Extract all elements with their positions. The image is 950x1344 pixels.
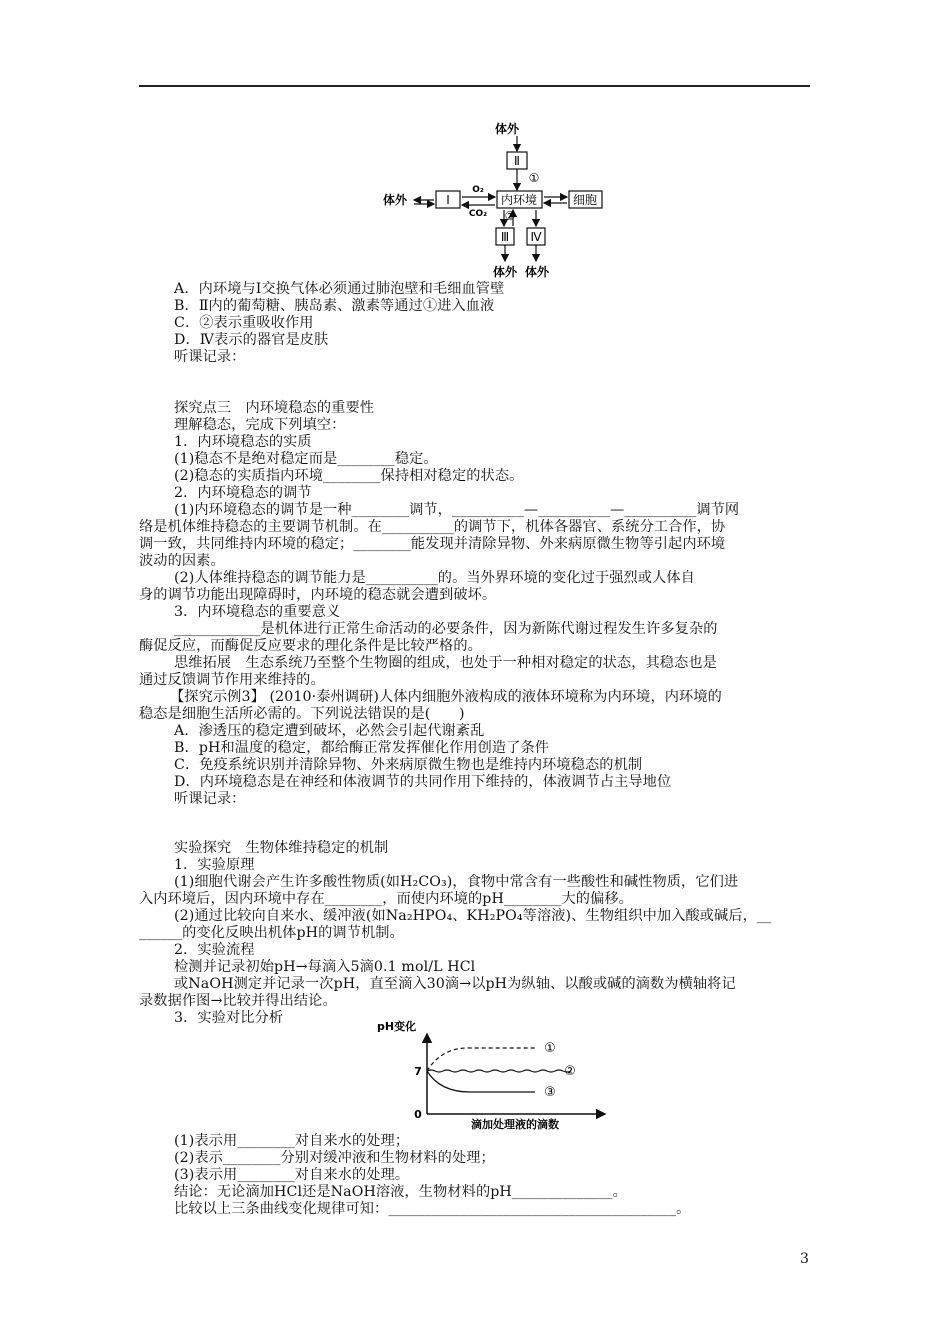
fill-2-1d: 波动的因素。 (139, 553, 225, 569)
fill-1-1: (1)稳态不是绝对稳定而是________稳定。 (174, 451, 438, 467)
top-outside-label: 体外 (494, 122, 520, 136)
curve-1 (427, 1048, 535, 1071)
option-a-2: A．渗透压的稳定遭到破坏，必然会引起代谢紊乱 (174, 723, 485, 739)
svg-text:Ⅰ: Ⅰ (446, 193, 450, 207)
fill-3b: 酶促反应，而酶促反应要求的理化条件是比较严格的。 (139, 638, 482, 654)
option-d-1: D．Ⅳ表示的器官是皮肤 (174, 332, 329, 348)
thinking-extension-b: 通过反馈调节作用来维持的。 (139, 672, 325, 688)
svg-text:Ⅲ: Ⅲ (500, 230, 510, 244)
circle-2: ② (504, 209, 516, 223)
option-b-1: B．Ⅱ内的葡萄糖、胰岛素、激素等通过①进入血液 (174, 298, 495, 314)
procedure-3: 录数据作图→比较并得出结论。 (139, 993, 337, 1009)
item-2-heading: 2．内环境稳态的调节 (174, 485, 312, 501)
comparison: 比较以上三条曲线变化规律可知：________________________________________。 (174, 1201, 691, 1217)
header-rule (139, 85, 810, 87)
curve-3-label: ③ (544, 1085, 556, 1100)
principle-1b: 入内环境后，因内环境中存在________，而使内环境的pH________大的偏移。 (139, 891, 633, 907)
bottom-outside-label-1: 体外 (492, 265, 518, 279)
principle-2b: ______的变化反映出机体pH的调节机制。 (139, 925, 404, 941)
fill-3a: ____________是机体进行正常生命活动的必要条件，因为新陈代谢过程发生许多复杂的 (174, 621, 718, 637)
fill-2-1a: (1)内环境稳态的调节是一种________调节，__________—__________—__________调节网 (174, 502, 740, 518)
analysis-3: (3)表示用________对自来水的处理。 (174, 1167, 410, 1183)
principle-1a: (1)细胞代谢会产生许多酸性物质(如H₂CO₃)，食物中常含有一些酸性和碱性物质，它们进 (174, 874, 739, 890)
analysis-heading: 3．实验对比分析 (174, 1010, 284, 1026)
notes-label-2: 听课记录： (174, 791, 246, 807)
x-axis-label: 滴加处理液的滴数 (471, 1118, 559, 1131)
analysis-1: (1)表示用________对自来水的处理； (174, 1133, 410, 1149)
curve-3 (427, 1071, 535, 1092)
fill-2-1b: 络是机体维持稳态的主要调节机制。在__________的调节下，机体各器官、系统分工合作，协 (139, 519, 726, 535)
y-tick-7: 7 (414, 1065, 422, 1078)
thinking-extension-a: 思维拓展 生态系统乃至整个生物圈的组成，也处于一种相对稳定的状态，其稳态也是 (174, 655, 717, 671)
item-3-heading: 3．内环境稳态的重要意义 (174, 604, 341, 620)
circle-1: ① (528, 171, 540, 185)
section-heading-3: 探究点三 内环境稳态的重要性 (174, 400, 375, 416)
conclusion: 结论：无论滴加HCl还是NaOH溶液，生物材料的pH______________。 (174, 1184, 627, 1200)
ph-chart (370, 1014, 610, 1132)
option-d-2: D．内环境稳态是在神经和体液调节的共同作用下维持的，体液调节占主导地位 (174, 774, 672, 790)
curve-2-label: ② (564, 1064, 576, 1079)
item-1-heading: 1．内环境稳态的实质 (174, 434, 312, 450)
option-c-2: C．免疫系统识别并清除异物、外来病原微生物也是维持内环境稳态的机制 (174, 757, 643, 773)
analysis-2: (2)表示________分别对缓冲液和生物材料的处理； (174, 1150, 495, 1166)
y-tick-0: 0 (414, 1108, 422, 1121)
option-a-1: A．内环境与Ⅰ交换气体必须通过肺泡壁和毛细血管壁 (174, 281, 505, 297)
exchange-diagram (370, 118, 620, 283)
svg-text:细胞: 细胞 (572, 193, 598, 207)
page-number: 3 (800, 1251, 809, 1267)
svg-text:内环境: 内环境 (500, 193, 538, 207)
curve-2 (427, 1070, 571, 1072)
curve-1-label: ① (544, 1041, 556, 1056)
instruction: 理解稳态，完成下列填空： (174, 417, 346, 433)
o2-label: O₂ (472, 185, 484, 195)
notes-label-1: 听课记录： (174, 349, 246, 365)
fill-2-2b: 身的调节功能出现障碍时，内环境的稳态就会遭到破坏。 (139, 587, 497, 603)
bottom-outside-label-2: 体外 (524, 265, 550, 279)
fill-1-2: (2)稳态的实质指内环境________保持相对稳定的状态。 (174, 468, 524, 484)
fill-2-2a: (2)人体维持稳态的调节能力是__________的。当外界环境的变化过于强烈或人体自 (174, 570, 695, 586)
option-b-2: B．pH和温度的稳定，都给酶正常发挥催化作用创造了条件 (174, 740, 550, 756)
principle-2a: (2)通过比较向自来水、缓冲液(如Na₂HPO₄、KH₂PO₄等溶液)、生物组织中加入酸或碱后，__ (174, 908, 772, 924)
left-outside-label: 体外 (382, 193, 408, 207)
procedure-2: 或NaOH测定并记录一次pH，直至滴入30滴→以pH为纵轴、以酸或碱的滴数为横轴将记 (174, 976, 736, 992)
example-3-stem-a: 【探究示例3】 (2010·泰州调研)人体内细胞外液构成的液体环境称为内环境，内环境的 (170, 689, 722, 705)
svg-text:Ⅳ: Ⅳ (530, 230, 542, 244)
svg-text:Ⅱ: Ⅱ (514, 154, 520, 168)
fill-2-1c: 调一致，共同维持内环境的稳定；________能发现并清除异物、外来病原微生物等引起内环境 (139, 536, 726, 552)
example-3-stem-b: 稳态是细胞生活所必需的。下列说法错误的是( ) (139, 706, 465, 722)
procedure-heading: 2．实验流程 (174, 942, 255, 958)
experiment-heading: 实验探究 生物体维持稳定的机制 (174, 840, 389, 856)
y-axis-label: pH变化 (377, 1020, 417, 1033)
procedure-1: 检测并记录初始pH→每滴入5滴0.1 mol/L HCl (174, 959, 476, 975)
co2-label: CO₂ (468, 209, 488, 219)
option-c-1: C．②表示重吸收作用 (174, 315, 314, 331)
principle-heading: 1．实验原理 (174, 857, 255, 873)
